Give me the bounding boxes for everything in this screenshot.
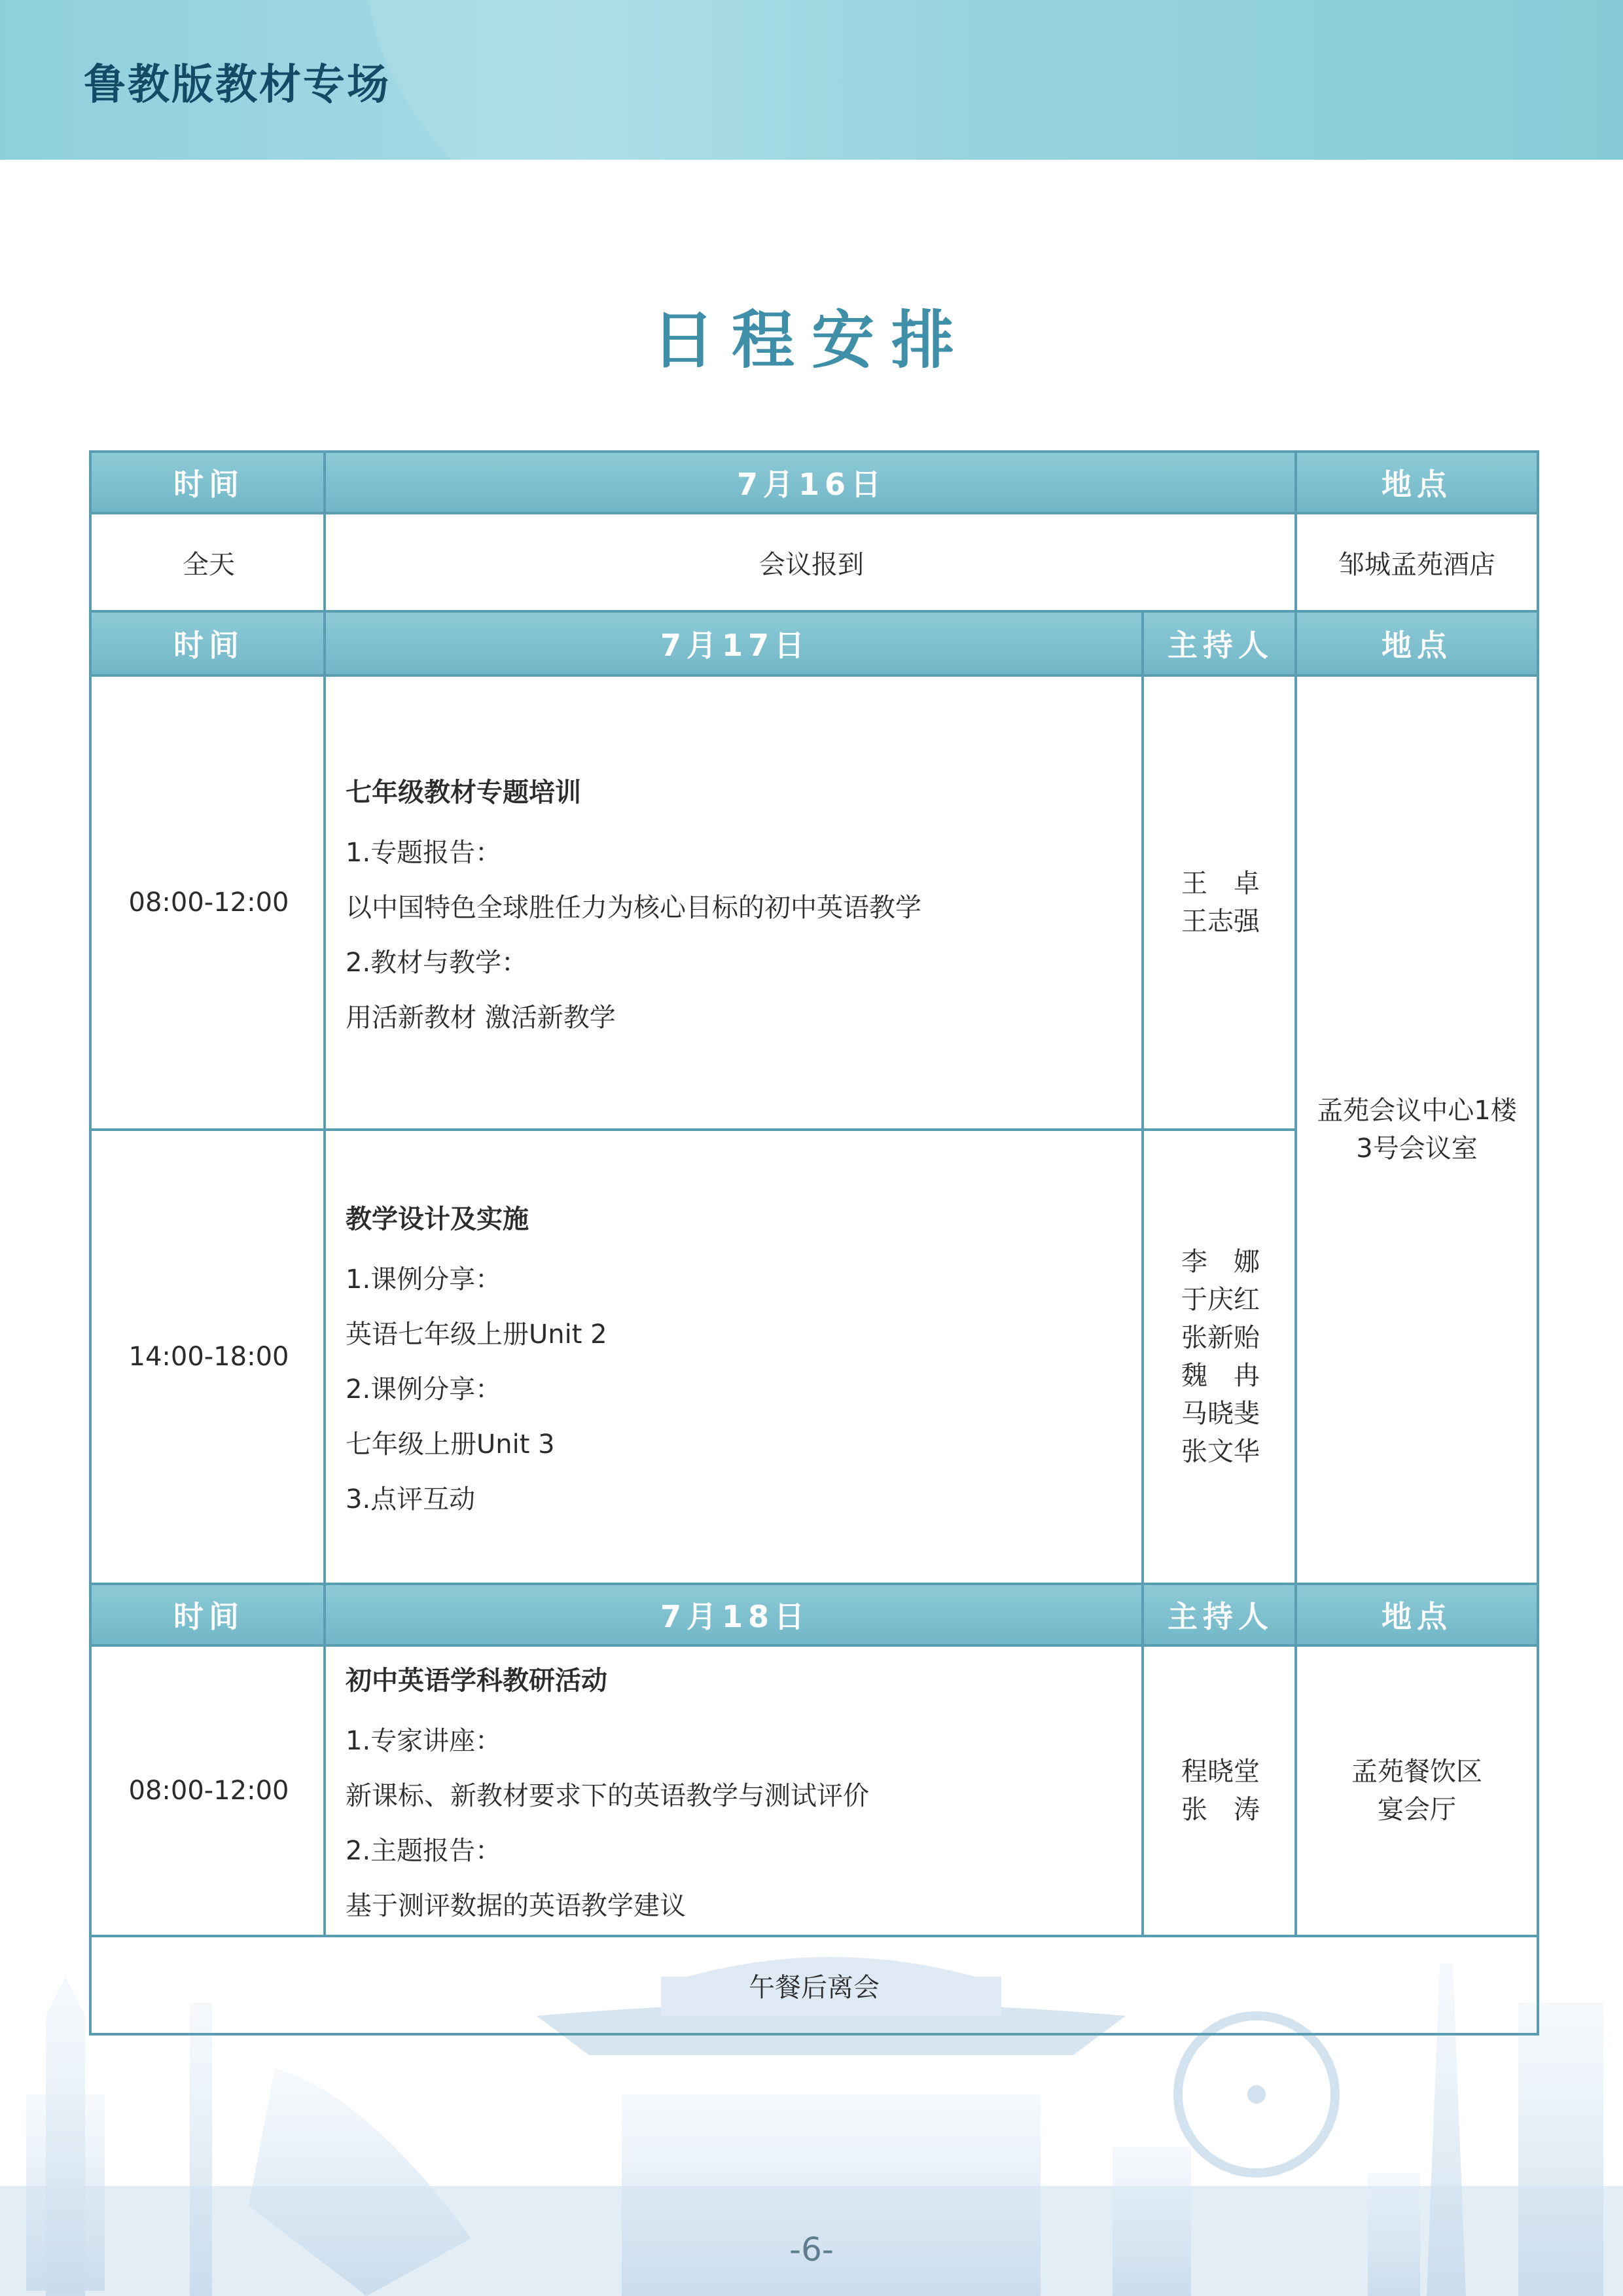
- time-cell: 14:00-18:00: [128, 1342, 289, 1372]
- row-divider: [92, 1644, 1537, 1647]
- session-line: 1.课例分享：: [346, 1265, 502, 1295]
- place-cell: 邹城孟苑酒店: [1338, 549, 1495, 580]
- row-divider: [92, 1935, 1537, 1937]
- header-host: 主持人: [1144, 1585, 1297, 1644]
- column-divider: [1294, 453, 1297, 1935]
- column-divider: [323, 453, 326, 1935]
- session-line: 以中国特色全球胜任力为核心目标的初中英语教学: [346, 893, 921, 923]
- session-line: 1.专题报告：: [346, 838, 502, 868]
- column-divider: [1141, 613, 1144, 1935]
- host-cell: [1144, 677, 1297, 1128]
- row-divider: [92, 610, 1537, 613]
- header-band: [0, 0, 1623, 160]
- host-cell: [1144, 1647, 1297, 1935]
- session-line: 七年级上册Unit 3: [346, 1429, 555, 1460]
- host-name: 王志强: [1181, 906, 1260, 937]
- row-divider: [92, 1128, 1297, 1131]
- host-name: 张 涛: [1181, 1795, 1260, 1825]
- session-title: 初中英语学科教研活动: [346, 1666, 607, 1696]
- header-place: 地点: [1297, 1585, 1537, 1644]
- session-content: [326, 1647, 1144, 1935]
- session-line: 2.主题报告：: [346, 1836, 502, 1866]
- session-line: 新课标、新教材要求下的英语教学与测试评价: [346, 1781, 869, 1811]
- header-date: 7月18日: [326, 1585, 1144, 1644]
- place-line: 孟苑餐饮区: [1351, 1757, 1482, 1787]
- schedule-table: [89, 450, 1539, 2036]
- host-name: 马晓斐: [1181, 1399, 1260, 1429]
- content-cell: 会议报到: [759, 549, 864, 580]
- session-content: [326, 677, 1144, 1128]
- place-cell: [1297, 677, 1537, 1583]
- header-date: 7月17日: [326, 613, 1144, 674]
- session-line: 2.课例分享：: [346, 1374, 502, 1405]
- session-title: 七年级教材专题培训: [346, 778, 581, 808]
- closing-note: 午餐后离会: [749, 1972, 880, 2003]
- row-divider: [92, 674, 1537, 677]
- header-time: 时间: [92, 453, 326, 512]
- time-cell: 08:00-12:00: [128, 1776, 289, 1806]
- host-name: 李 娜: [1181, 1247, 1260, 1277]
- header-place: 地点: [1297, 453, 1537, 512]
- host-cell: [1144, 1131, 1297, 1583]
- header-date: 7月16日: [326, 453, 1297, 512]
- header-place: 地点: [1297, 613, 1537, 674]
- place-cell: [1297, 1647, 1537, 1935]
- page-number: -6-: [789, 2231, 834, 2269]
- header-decoration: [366, 0, 1623, 160]
- session-content: [326, 1131, 1144, 1583]
- header-host: 主持人: [1144, 613, 1297, 674]
- header-time: 时间: [92, 1585, 326, 1644]
- place-line: 孟苑会议中心1楼: [1317, 1096, 1517, 1126]
- host-name: 魏 冉: [1181, 1361, 1260, 1391]
- time-cell: 08:00-12:00: [128, 888, 289, 918]
- session-title: 教学设计及实施: [346, 1204, 529, 1234]
- place-line: 宴会厅: [1378, 1795, 1456, 1825]
- session-line: 3.点评互动: [346, 1484, 476, 1515]
- row-divider: [92, 512, 1537, 514]
- header-title: 鲁教版教材专场: [84, 61, 391, 109]
- session-line: 基于测评数据的英语教学建议: [346, 1891, 686, 1921]
- host-name: 程晓堂: [1181, 1757, 1260, 1787]
- time-cell: 全天: [183, 549, 235, 580]
- page-title: 日程安排: [652, 304, 971, 377]
- host-name: 张新贻: [1181, 1323, 1260, 1353]
- session-line: 1.专家讲座：: [346, 1726, 502, 1756]
- session-line: 英语七年级上册Unit 2: [346, 1319, 607, 1350]
- host-name: 于庆红: [1181, 1285, 1260, 1315]
- session-line: 2.教材与教学：: [346, 948, 528, 978]
- header-time: 时间: [92, 613, 326, 674]
- place-line: 3号会议室: [1356, 1134, 1478, 1164]
- session-line: 用活新教材 激活新教学: [346, 1003, 616, 1033]
- row-divider: [92, 1583, 1537, 1585]
- host-name: 张文华: [1181, 1437, 1260, 1467]
- host-name: 王 卓: [1181, 869, 1260, 899]
